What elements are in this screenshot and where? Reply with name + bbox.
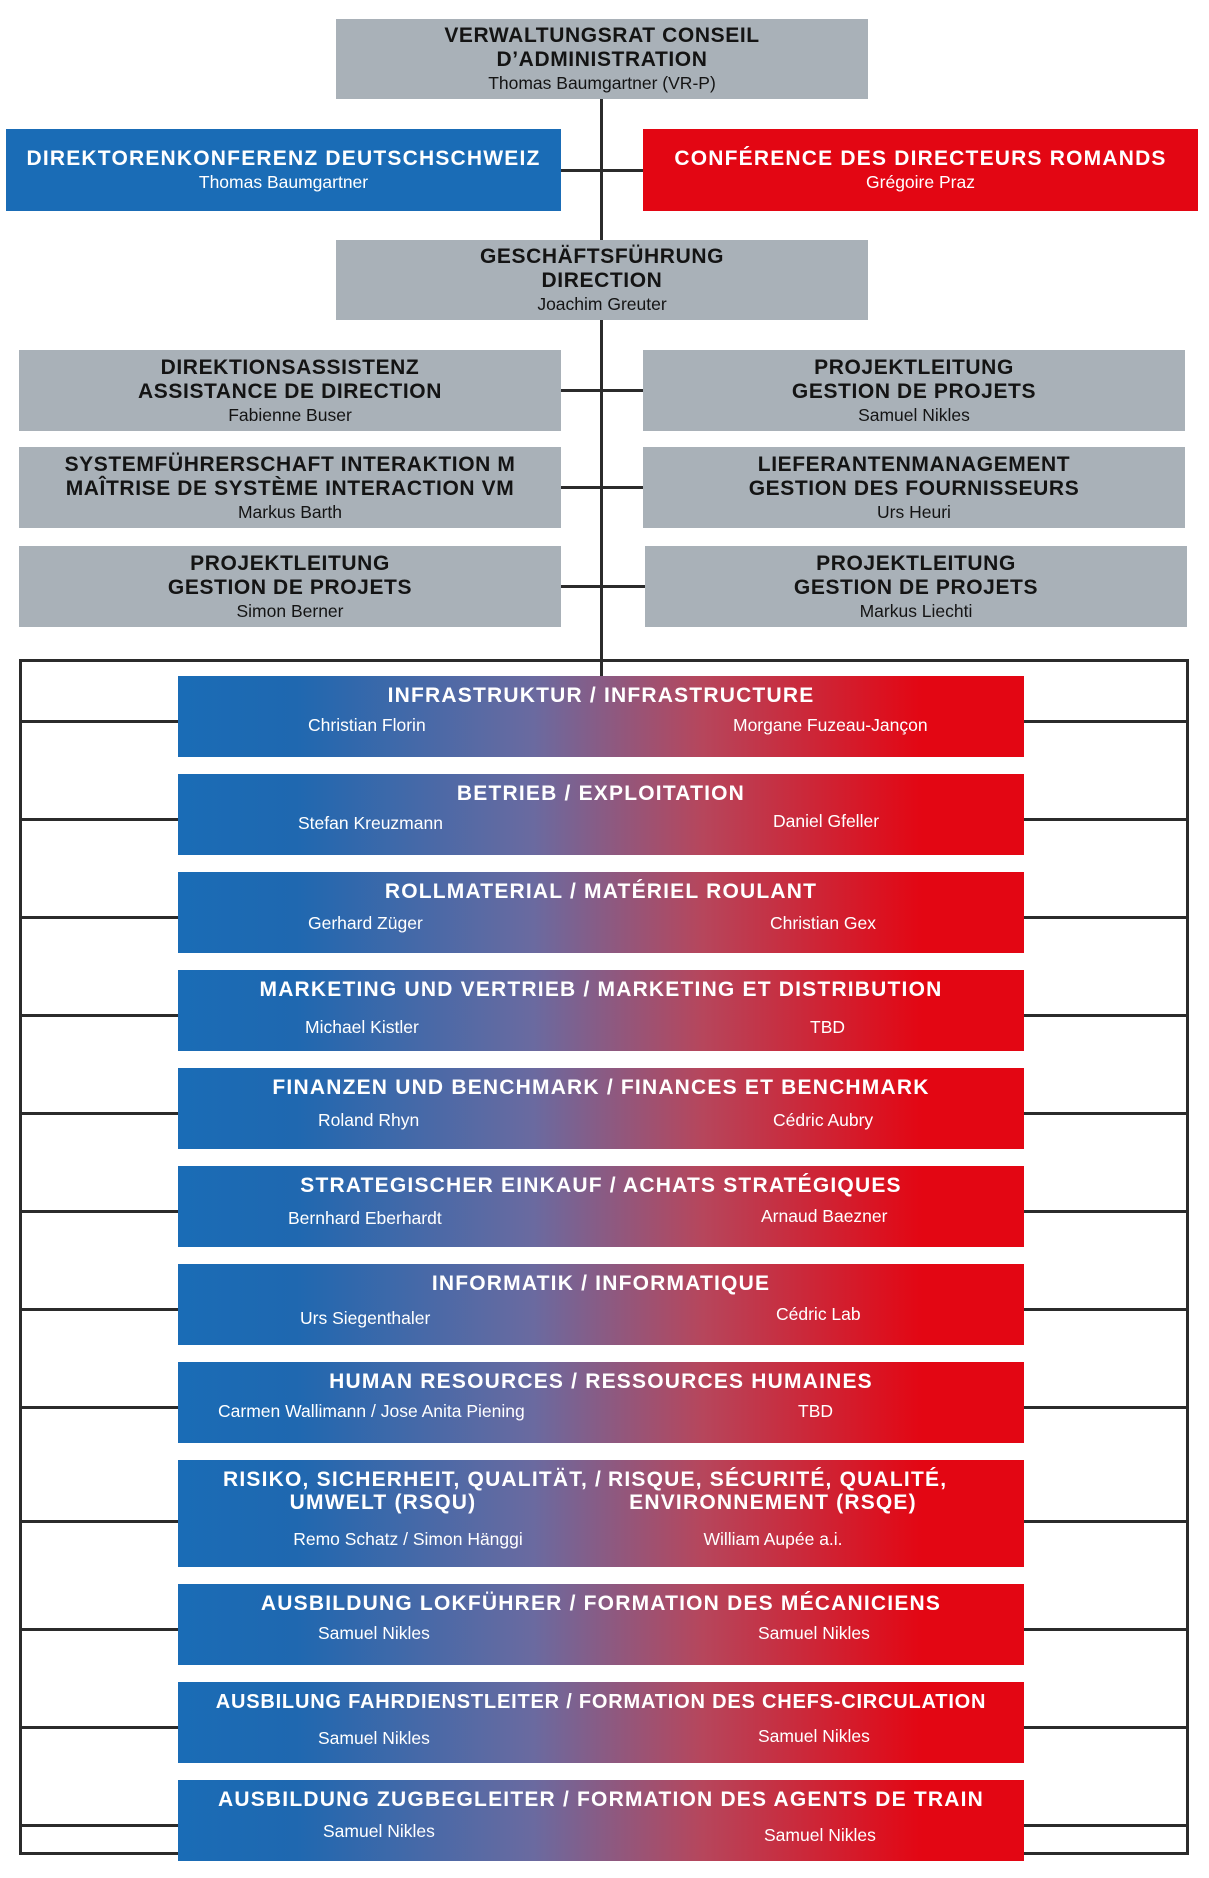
staff-right-box-1 xyxy=(643,350,1185,431)
dept-box-infrastructure xyxy=(178,676,1024,757)
management-name: Joachim Greuter xyxy=(537,294,667,314)
connector-staff-3 xyxy=(560,585,646,588)
staff-title-line2: GESTION DES FOURNISSEURS xyxy=(748,476,1080,500)
risk-title-de-line1: RISIKO, SICHERHEIT, QUALITÄT, / xyxy=(223,1468,603,1491)
frame-left-line xyxy=(19,659,22,1855)
dept-head-fr: TBD xyxy=(810,1017,845,1037)
dept-title: AUSBILDUNG ZUGBEGLEITER / FORMATION DES AGENTS DE TRAIN xyxy=(217,1788,984,1811)
dept-title: INFORMATIK / INFORMATIQUE xyxy=(431,1272,771,1295)
dept-box-it xyxy=(178,1264,1024,1345)
staff-left-box-3 xyxy=(19,546,561,627)
dept-head-de: Michael Kistler xyxy=(305,1017,419,1037)
dept-title: FINANZEN UND BENCHMARK / FINANCES ET BENCHMARK xyxy=(272,1076,930,1099)
staff-name: Markus Liechti xyxy=(859,600,973,621)
dept-head-fr: Samuel Nikles xyxy=(758,1726,870,1746)
connector-staff-1 xyxy=(560,389,644,392)
staff-name: Simon Berner xyxy=(236,600,344,621)
dept-box-training-dispatchers xyxy=(178,1682,1024,1763)
dept-head-de: Stefan Kreuzmann xyxy=(298,813,443,833)
dept-box-marketing xyxy=(178,970,1024,1051)
board-box xyxy=(336,19,868,99)
dept-box-procurement xyxy=(178,1166,1024,1247)
staff-title-line1: DIREKTIONSASSISTENZ xyxy=(160,355,420,379)
dept-head-de: Christian Florin xyxy=(308,715,426,735)
dept-title: INFRASTRUKTUR / INFRASTRUCTURE xyxy=(387,684,815,707)
conf-de-name: Thomas Baumgartner xyxy=(198,172,369,192)
dept-head-de: Carmen Wallimann / Jose Anita Piening xyxy=(218,1401,525,1421)
dept-head-fr: Daniel Gfeller xyxy=(773,811,880,831)
dept-head-de: Urs Siegenthaler xyxy=(300,1308,431,1328)
conf-fr-box xyxy=(643,129,1198,211)
dept-head-fr: Arnaud Baezner xyxy=(761,1206,888,1226)
staff-title-line1: PROJEKTLEITUNG xyxy=(190,551,390,575)
conf-de-box xyxy=(6,129,561,211)
dept-head-fr: Morgane Fuzeau-Jançon xyxy=(733,715,928,735)
staff-name: Urs Heuri xyxy=(877,501,951,522)
conf-fr-title: CONFÉRENCE DES DIRECTEURS ROMANDS xyxy=(674,147,1167,170)
dept-title: STRATEGISCHER EINKAUF / ACHATS STRATÉGIQUES xyxy=(300,1174,902,1197)
dept-box-rolling-stock xyxy=(178,872,1024,953)
staff-left-box-1 xyxy=(19,350,561,431)
trunk-line-top xyxy=(600,98,603,662)
risk-title-fr-line2: ENVIRONNEMENT (RSQE) xyxy=(629,1491,917,1514)
staff-left-box-2 xyxy=(19,447,561,528)
staff-title-line1: LIEFERANTENMANAGEMENT xyxy=(757,452,1071,476)
risk-head-fr: William Aupée a.i. xyxy=(703,1529,843,1549)
dept-box-operations xyxy=(178,774,1024,855)
connector-conf-fr xyxy=(600,169,644,172)
staff-right-box-3 xyxy=(645,546,1187,627)
dept-head-fr: Cédric Lab xyxy=(776,1304,861,1324)
dept-head-fr: Christian Gex xyxy=(770,913,877,933)
staff-name: Samuel Nikles xyxy=(858,404,970,425)
dept-box-training-drivers xyxy=(178,1584,1024,1665)
risk-col-fr xyxy=(608,1468,948,1550)
dept-box-hr xyxy=(178,1362,1024,1443)
connector-staff-2 xyxy=(560,486,644,489)
dept-title: BETRIEB / EXPLOITATION xyxy=(456,782,746,805)
management-title-line2: DIRECTION xyxy=(541,269,663,292)
staff-title-line2: GESTION DE PROJETS xyxy=(167,575,413,599)
dept-title: AUSBILDUNG LOKFÜHRER / FORMATION DES MÉCANICIENS xyxy=(260,1592,942,1615)
management-box xyxy=(336,240,868,320)
dept-head-fr: Samuel Nikles xyxy=(758,1623,870,1643)
staff-title-line2: GESTION DE PROJETS xyxy=(791,379,1037,403)
management-title-line1: GESCHÄFTSFÜHRUNG xyxy=(479,245,725,268)
staff-right-box-2 xyxy=(643,447,1185,528)
staff-name: Fabienne Buser xyxy=(228,404,352,425)
board-title-line2: D’ADMINISTRATION xyxy=(496,48,708,71)
staff-title-line2: GESTION DE PROJETS xyxy=(793,575,1039,599)
board-name: Thomas Baumgartner (VR-P) xyxy=(488,73,716,93)
connector-conf-de xyxy=(560,169,603,172)
dept-head-fr: Samuel Nikles xyxy=(764,1825,876,1845)
dept-box-risk-safety xyxy=(178,1460,1024,1567)
frame-top-line xyxy=(19,659,1189,662)
dept-title: MARKETING UND VERTRIEB / MARKETING ET DISTRIBUTION xyxy=(259,978,943,1001)
dept-head-de: Roland Rhyn xyxy=(318,1110,420,1130)
risk-col-de xyxy=(223,1468,603,1550)
staff-title-line1: SYSTEMFÜHRERSCHAFT INTERAKTION M xyxy=(64,452,516,476)
risk-title-fr-line1: RISQUE, SÉCURITÉ, QUALITÉ, xyxy=(608,1468,948,1491)
risk-head-de: Remo Schatz / Simon Hänggi xyxy=(293,1529,523,1549)
dept-title: ROLLMATERIAL / MATÉRIEL ROULANT xyxy=(384,880,818,903)
dept-head-de: Samuel Nikles xyxy=(318,1623,430,1643)
conf-de-title: DIREKTORENKONFERENZ DEUTSCHSCHWEIZ xyxy=(26,147,541,170)
dept-head-de: Samuel Nikles xyxy=(323,1821,435,1841)
dept-head-de: Bernhard Eberhardt xyxy=(288,1208,442,1228)
dept-box-finance xyxy=(178,1068,1024,1149)
dept-head-de: Samuel Nikles xyxy=(318,1728,430,1748)
risk-title-de-line2: UMWELT (RSQU) xyxy=(289,1491,477,1514)
dept-box-training-train-staff xyxy=(178,1780,1024,1861)
staff-title-line2: MAÎTRISE DE SYSTÈME INTERACTION VM xyxy=(65,476,515,500)
staff-name: Markus Barth xyxy=(237,501,343,522)
dept-title: AUSBILUNG FAHRDIENSTLEITER / FORMATION DES CHEFS-CIRCULATION xyxy=(215,1691,987,1713)
staff-title-line1: PROJEKTLEITUNG xyxy=(816,551,1016,575)
frame-right-line xyxy=(1186,659,1189,1855)
staff-title-line1: PROJEKTLEITUNG xyxy=(814,355,1014,379)
dept-head-fr: TBD xyxy=(798,1401,833,1421)
dept-head-fr: Cédric Aubry xyxy=(773,1110,874,1130)
conf-fr-name: Grégoire Praz xyxy=(866,172,975,192)
board-title-line1: VERWALTUNGSRAT CONSEIL xyxy=(444,24,760,47)
dept-title: HUMAN RESOURCES / RESSOURCES HUMAINES xyxy=(329,1370,873,1393)
dept-head-de: Gerhard Züger xyxy=(308,913,423,933)
staff-title-line2: ASSISTANCE DE DIRECTION xyxy=(138,379,442,403)
